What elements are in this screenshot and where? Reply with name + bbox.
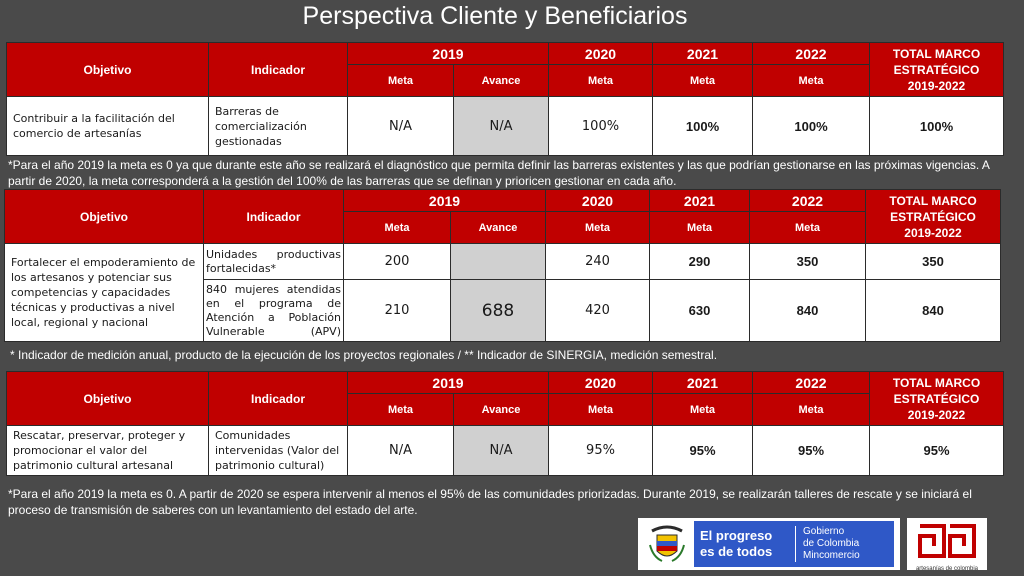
header-2019: 2019 bbox=[344, 190, 546, 212]
header-avance-2019: Avance bbox=[454, 65, 549, 97]
header-meta-2020: Meta bbox=[549, 65, 653, 97]
kpi-table-1 bbox=[6, 42, 1004, 156]
header-meta-2020: Meta bbox=[549, 394, 653, 426]
header-2020: 2020 bbox=[549, 43, 653, 65]
progress-line2: es de todos bbox=[700, 544, 773, 559]
cell-objetivo: Fortalecer el empoderamiento de los artesanos y potenciar sus competencias y capacidades técnicas y productivas a nivel local, regional y nacional bbox=[5, 244, 204, 342]
cell-avance-2019: N/A bbox=[454, 426, 549, 476]
note-1: *Para el año 2019 la meta es 0 ya que durante este año se realizará el diagnóstico que permita definir las barreras existentes y las que podrían gestionarse en las próximas vigencias. A partir de 2020, la meta corresponderá a la gestión del 100% de las barreras que se definan y prioricen gestionar en cada año. bbox=[8, 158, 990, 188]
colombia-coat-of-arms-icon bbox=[644, 521, 690, 567]
cell-indicador: Comunidades intervenidas (Valor del patrimonio cultural) bbox=[209, 426, 348, 476]
cell-meta-2021: 100% bbox=[653, 97, 753, 156]
cell-meta-2022: 100% bbox=[753, 97, 870, 156]
artesanias-label: artesanías de colombia bbox=[915, 566, 979, 572]
table-row bbox=[5, 244, 1001, 280]
header-indicador: Indicador bbox=[209, 43, 348, 97]
header-total-line1: TOTAL MARCO bbox=[889, 193, 977, 208]
header-2022: 2022 bbox=[753, 43, 870, 65]
cell-meta-2022: 95% bbox=[753, 426, 870, 476]
cell-avance-2019 bbox=[451, 244, 546, 280]
cell-avance-2019: N/A bbox=[454, 97, 549, 156]
cell-meta-2020: 95% bbox=[549, 426, 653, 476]
note-2: * Indicador de medición anual, producto de la ejecución de los proyectos regionales / ** Indicador de SINERGIA, medición semestral. bbox=[10, 348, 718, 362]
header-meta-2021: Meta bbox=[653, 65, 753, 97]
cell-total: 95% bbox=[870, 426, 1004, 476]
header-2020: 2020 bbox=[549, 372, 653, 394]
cell-meta-2022: 350 bbox=[750, 244, 866, 280]
artesanias-mark-icon bbox=[916, 522, 978, 560]
header-indicador: Indicador bbox=[204, 190, 344, 244]
header-objetivo: Objetivo bbox=[5, 190, 204, 244]
artesanias-logo bbox=[907, 518, 987, 570]
header-2021: 2021 bbox=[653, 43, 753, 65]
cell-objetivo: Rescatar, preservar, proteger y promocionar el valor del patrimonio cultural artesanal bbox=[7, 426, 209, 476]
gobierno-label bbox=[795, 526, 860, 562]
cell-indicador: Barreras de comercialización gestionadas bbox=[209, 97, 348, 156]
header-2019: 2019 bbox=[348, 43, 549, 65]
header-2022: 2022 bbox=[753, 372, 870, 394]
header-total-line3: 2019-2022 bbox=[907, 78, 966, 93]
header-meta-2021: Meta bbox=[653, 394, 753, 426]
header-total-line2: ESTRATÉGICO bbox=[893, 391, 980, 406]
header-meta-2019: Meta bbox=[344, 212, 451, 244]
note-3: *Para el año 2019 la meta es 0. A partir de 2020 se espera intervenir al menos el 95% de las comunidades priorizadas. Durante 2019, se realizarán talleres de rescate y se iniciará el proceso de transmisión de saberes con un levantamiento del estado del arte. bbox=[8, 487, 972, 517]
cell-objetivo: Contribuir a la facilitación del comercio de artesanías bbox=[7, 97, 209, 156]
header-total bbox=[870, 372, 1004, 426]
header-total-line1: TOTAL MARCO bbox=[892, 46, 981, 61]
cell-total: 100% bbox=[870, 97, 1004, 156]
cell-avance-2019: 688 bbox=[451, 280, 546, 342]
header-total-line2: ESTRATÉGICO bbox=[893, 62, 980, 77]
gobierno-line1: Gobierno bbox=[803, 526, 845, 537]
cell-indicador: 840 mujeres atendidas en el programa de Atención a Población Vulnerable (APV) bbox=[204, 280, 344, 342]
page-title: Perspectiva Cliente y Beneficiarios bbox=[302, 2, 688, 30]
progress-line1: El progreso bbox=[700, 528, 773, 543]
header-meta-2022: Meta bbox=[753, 65, 870, 97]
header-2020: 2020 bbox=[546, 190, 650, 212]
gobierno-line3: Mincomercio bbox=[803, 550, 860, 561]
cell-indicador: Unidades productivas fortalecidas* bbox=[204, 244, 344, 280]
cell-total: 350 bbox=[866, 244, 1001, 280]
header-total-line3: 2019-2022 bbox=[907, 407, 966, 422]
cell-meta-2019: N/A bbox=[348, 97, 454, 156]
kpi-table-3 bbox=[6, 371, 1004, 476]
header-2021: 2021 bbox=[650, 190, 750, 212]
header-meta-2020: Meta bbox=[546, 212, 650, 244]
header-meta-2019: Meta bbox=[348, 65, 454, 97]
header-meta-2022: Meta bbox=[753, 394, 870, 426]
cell-meta-2021: 95% bbox=[653, 426, 753, 476]
header-2021: 2021 bbox=[653, 372, 753, 394]
cell-meta-2019: 200 bbox=[344, 244, 451, 280]
cell-meta-2019: 210 bbox=[344, 280, 451, 342]
progress-slogan bbox=[694, 528, 789, 560]
header-total bbox=[866, 190, 1001, 244]
cell-meta-2021: 630 bbox=[650, 280, 750, 342]
header-total bbox=[870, 43, 1004, 97]
header-2019: 2019 bbox=[348, 372, 549, 394]
cell-meta-2022: 840 bbox=[750, 280, 866, 342]
header-objetivo: Objetivo bbox=[7, 43, 209, 97]
cell-meta-2020: 420 bbox=[546, 280, 650, 342]
header-meta-2019: Meta bbox=[348, 394, 454, 426]
cell-total: 840 bbox=[866, 280, 1001, 342]
header-avance-2019: Avance bbox=[454, 394, 549, 426]
government-logo bbox=[638, 518, 900, 570]
header-avance-2019: Avance bbox=[451, 212, 546, 244]
header-indicador: Indicador bbox=[209, 372, 348, 426]
cell-meta-2021: 290 bbox=[650, 244, 750, 280]
header-2022: 2022 bbox=[750, 190, 866, 212]
cell-meta-2020: 240 bbox=[546, 244, 650, 280]
gobierno-line2: de Colombia bbox=[803, 538, 860, 549]
cell-meta-2020: 100% bbox=[549, 97, 653, 156]
header-objetivo: Objetivo bbox=[7, 372, 209, 426]
kpi-table-2 bbox=[4, 189, 1001, 342]
header-meta-2022: Meta bbox=[750, 212, 866, 244]
header-meta-2021: Meta bbox=[650, 212, 750, 244]
header-total-line2: ESTRATÉGICO bbox=[890, 209, 976, 224]
header-total-line1: TOTAL MARCO bbox=[892, 375, 981, 390]
cell-meta-2019: N/A bbox=[348, 426, 454, 476]
progress-brand-block bbox=[694, 521, 894, 567]
header-total-line3: 2019-2022 bbox=[904, 225, 962, 240]
